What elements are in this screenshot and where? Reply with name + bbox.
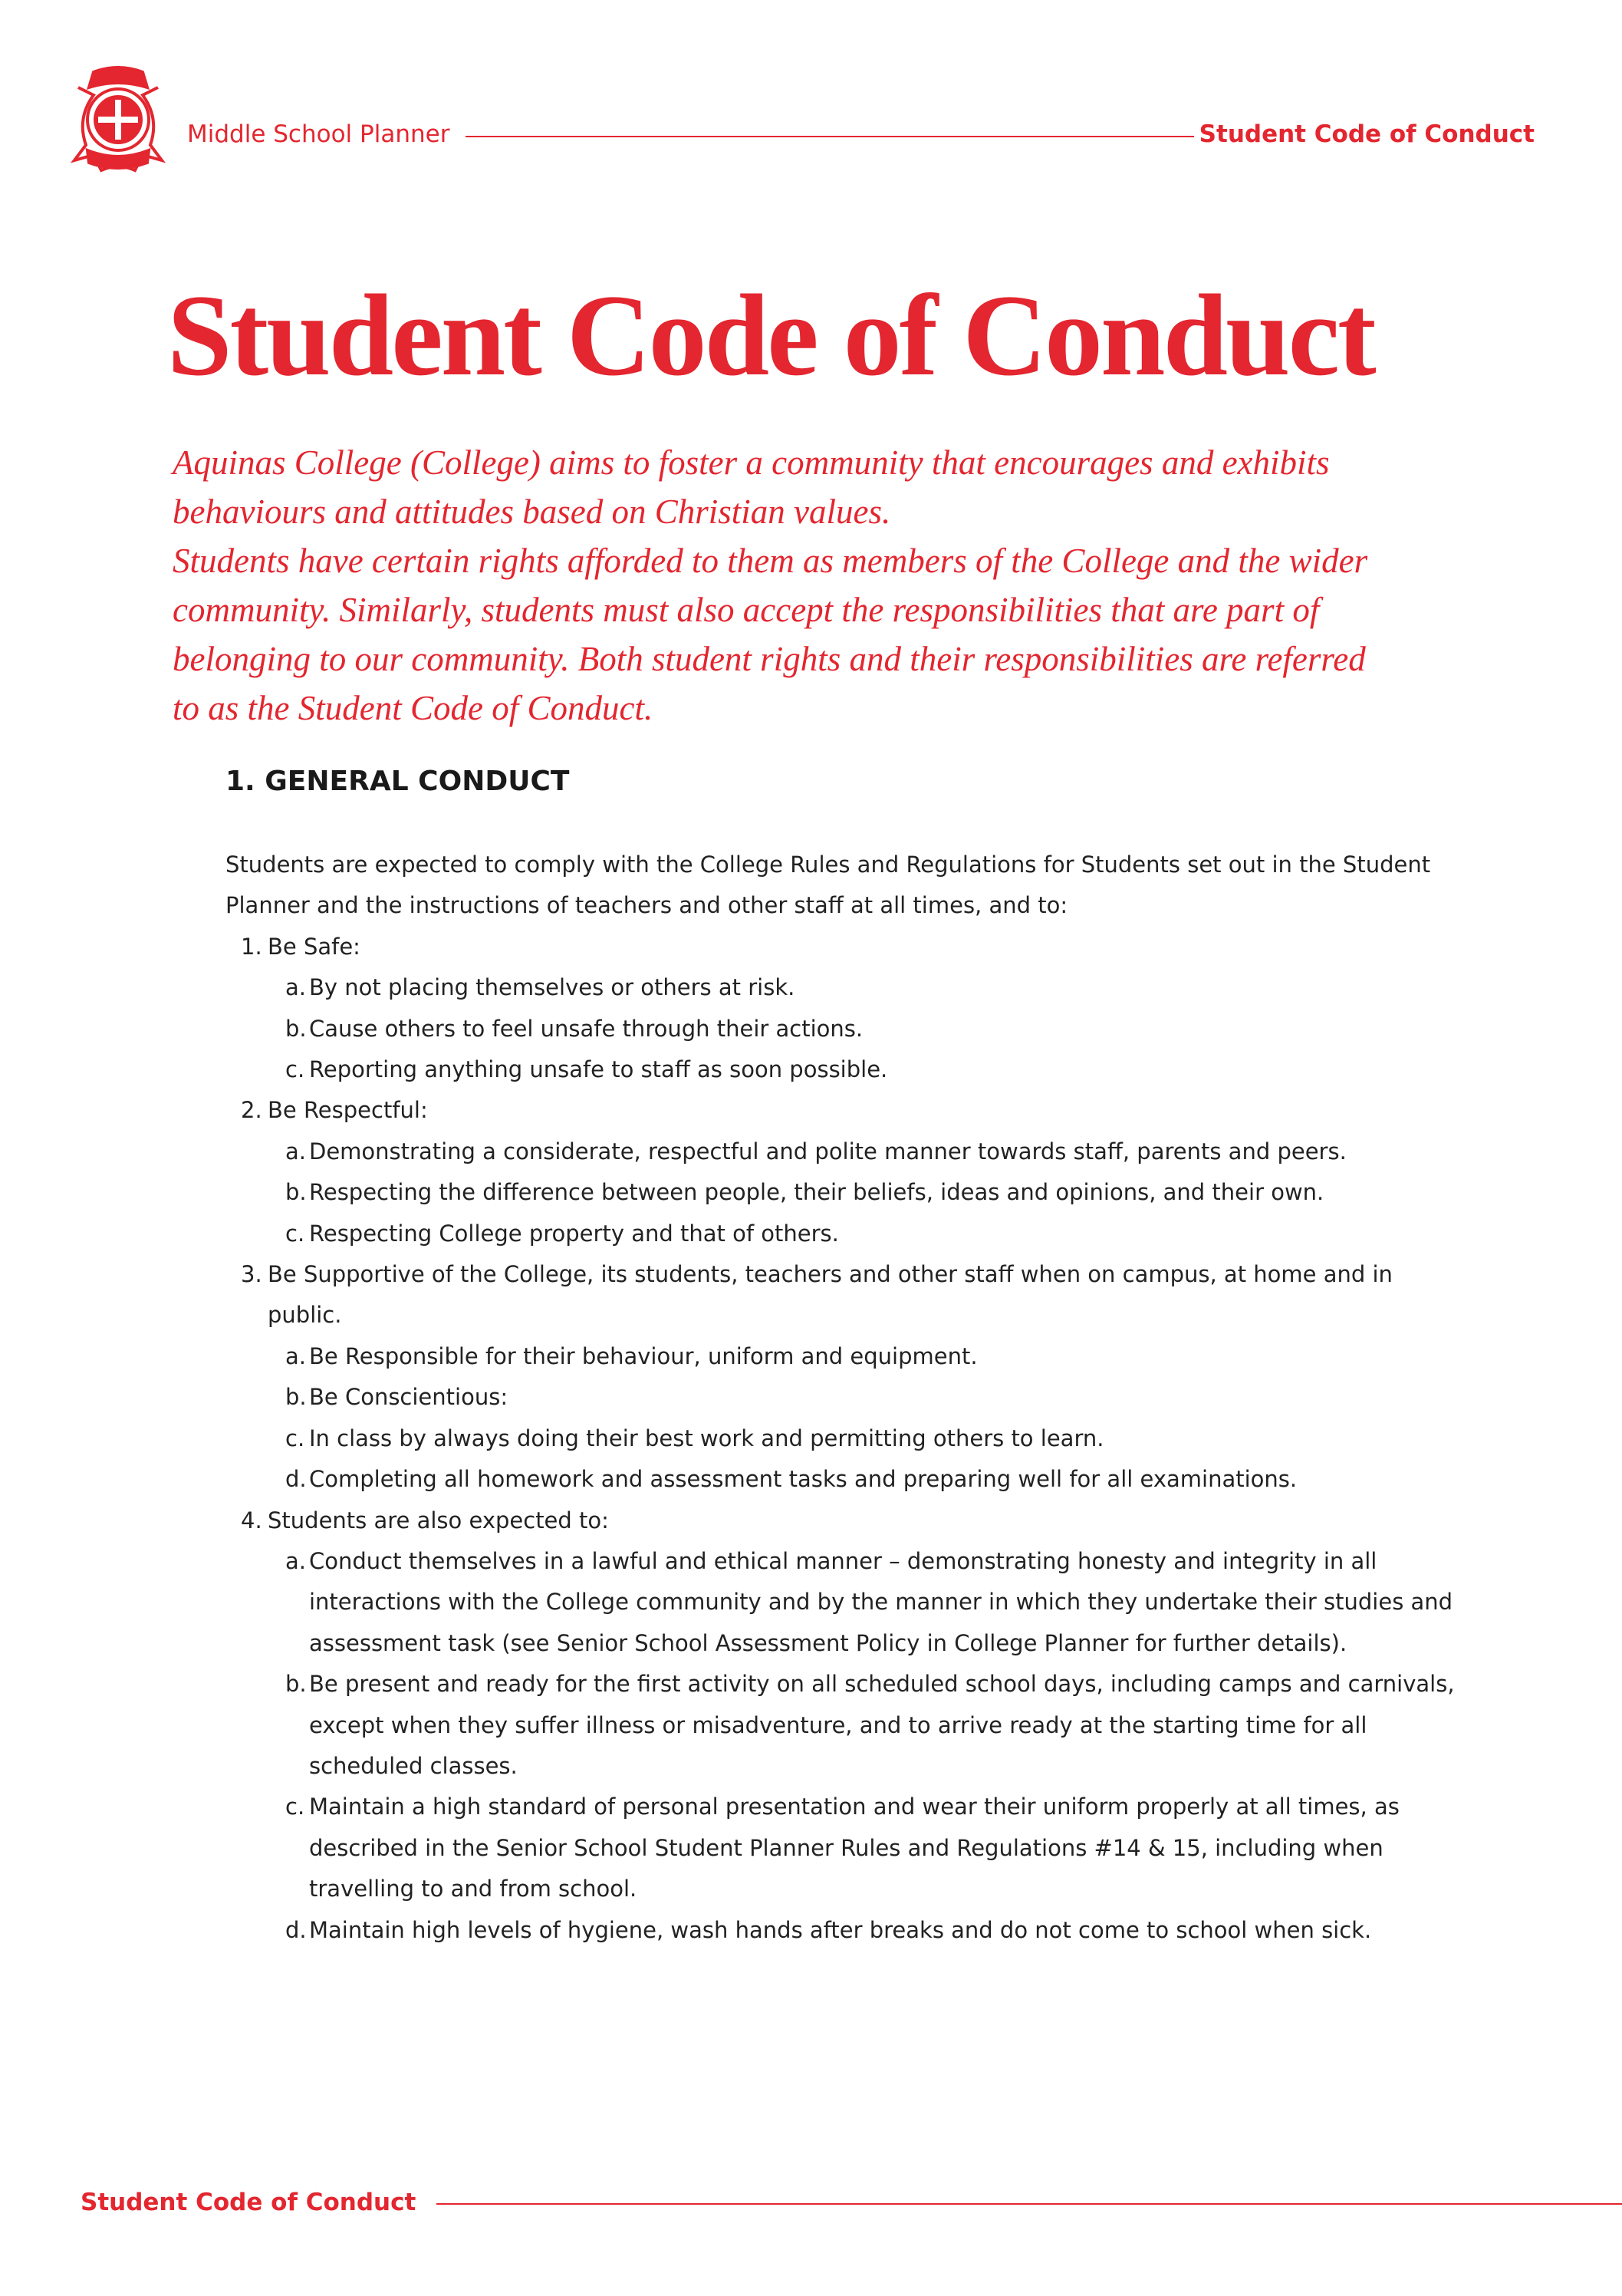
planner-title: Middle School Planner bbox=[187, 120, 450, 148]
item-number: 2. bbox=[241, 1097, 262, 1124]
header-divider bbox=[466, 136, 1194, 137]
sub-item-text: Be present and ready for the first activity on all scheduled school days, including camps and carnivals, except when they suffer illness or misadventure, and to arrive ready at the starting time for all scheduled classes. bbox=[309, 1671, 1455, 1779]
section-heading: 1. GENERAL CONDUCT bbox=[225, 766, 570, 797]
section-body bbox=[225, 845, 1468, 1951]
sub-list-item bbox=[225, 1418, 1468, 1459]
item-letter: b. bbox=[285, 1179, 307, 1206]
item-letter: a. bbox=[285, 1342, 306, 1369]
item-letter: b. bbox=[285, 1671, 307, 1698]
sub-list-item bbox=[225, 1336, 1468, 1377]
item-letter: d. bbox=[285, 1916, 307, 1943]
item-letter: b. bbox=[285, 1015, 307, 1042]
sub-item-text: Reporting anything unsafe to staff as soon possible. bbox=[309, 1056, 888, 1083]
intro-paragraph: Aquinas College (College) aims to foster a community that encourages and exhibits behaviours and attitudes based on Christian values. bbox=[173, 443, 1330, 531]
section-lead: Students are expected to comply with the College Rules and Regulations for Students set out in the Student Planner and the instructions of teachers and other staff at all times, and to: bbox=[225, 852, 1431, 919]
sub-list-item bbox=[225, 1009, 1468, 1049]
item-letter: c. bbox=[285, 1056, 305, 1083]
page-title: Student Code of Conduct bbox=[167, 271, 1374, 400]
footer-divider bbox=[436, 2203, 1622, 2205]
sub-item-text: Be Responsible for their behaviour, uniform and equipment. bbox=[309, 1342, 978, 1369]
item-text: Be Safe: bbox=[268, 933, 360, 960]
item-letter: a. bbox=[285, 974, 306, 1001]
sub-item-text: Respecting College property and that of others. bbox=[309, 1220, 839, 1247]
sub-list-item bbox=[225, 1132, 1468, 1172]
list-item bbox=[225, 927, 1468, 967]
item-letter: b. bbox=[285, 1384, 307, 1411]
sub-item-text: Conduct themselves in a lawful and ethical manner – demonstrating honesty and integrity in all interactions with the College community and by the manner in which they undertake their studies and assessment task (see Senior School Assessment Policy in College Planner for further details). bbox=[309, 1547, 1453, 1656]
item-letter: d. bbox=[285, 1466, 307, 1493]
item-letter: c. bbox=[285, 1794, 305, 1820]
sub-item-text: By not placing themselves or others at risk. bbox=[309, 974, 795, 1001]
sub-item-text: Be Conscientious: bbox=[309, 1384, 508, 1411]
sub-item-text: In class by always doing their best work and permitting others to learn. bbox=[309, 1425, 1104, 1451]
sub-item-text: Maintain high levels of hygiene, wash hands after breaks and do not come to school when sick. bbox=[309, 1916, 1372, 1943]
sub-list-item bbox=[225, 1214, 1468, 1254]
item-text: Be Supportive of the College, its students, teachers and other staff when on campus, at home and in public. bbox=[268, 1261, 1393, 1329]
sub-list-item bbox=[225, 1910, 1468, 1951]
item-letter: c. bbox=[285, 1220, 305, 1247]
sub-list-item bbox=[225, 1459, 1468, 1500]
item-text: Students are also expected to: bbox=[268, 1507, 609, 1533]
sub-item-text: Respecting the difference between people, their beliefs, ideas and opinions, and their own. bbox=[309, 1179, 1324, 1206]
sub-list-item bbox=[225, 1664, 1468, 1787]
intro-paragraph: Students have certain rights afforded to them as members of the College and the wider community. Similarly, students must also accept the responsibilities that are part of belonging to our community. Both student rights and their responsibilities are referred to as the Student Code of Conduct. bbox=[173, 542, 1368, 727]
item-number: 4. bbox=[241, 1507, 262, 1533]
list-item bbox=[225, 1254, 1468, 1336]
sub-list-item bbox=[225, 1787, 1468, 1909]
item-number: 3. bbox=[241, 1261, 262, 1288]
item-number: 1. bbox=[241, 933, 262, 960]
list-item bbox=[225, 1500, 1468, 1541]
sub-list-item bbox=[225, 1541, 1468, 1664]
sub-list-item bbox=[225, 967, 1468, 1008]
sub-item-text: Completing all homework and assessment tasks and preparing well for all examinations. bbox=[309, 1466, 1298, 1493]
list-item bbox=[225, 1090, 1468, 1131]
item-letter: a. bbox=[285, 1547, 306, 1574]
item-text: Be Respectful: bbox=[268, 1097, 428, 1124]
sub-item-text: Maintain a high standard of personal presentation and wear their uniform properly at all times, as described in the Senior School Student Planner Rules and Regulations #14 & 15, including when travelling to and from school. bbox=[309, 1794, 1400, 1902]
item-letter: c. bbox=[285, 1425, 305, 1451]
sub-item-text: Cause others to feel unsafe through their actions. bbox=[309, 1015, 864, 1042]
item-letter: a. bbox=[285, 1138, 306, 1164]
sub-list-item bbox=[225, 1377, 1468, 1418]
footer-label: Student Code of Conduct bbox=[81, 2189, 416, 2216]
intro-text bbox=[173, 438, 1400, 733]
sub-list-item bbox=[225, 1172, 1468, 1213]
sub-list-item bbox=[225, 1049, 1468, 1090]
college-crest-logo bbox=[71, 64, 166, 175]
sub-item-text: Demonstrating a considerate, respectful and polite manner towards staff, parents and peers. bbox=[309, 1138, 1347, 1164]
header-section-title: Student Code of Conduct bbox=[1199, 120, 1535, 148]
